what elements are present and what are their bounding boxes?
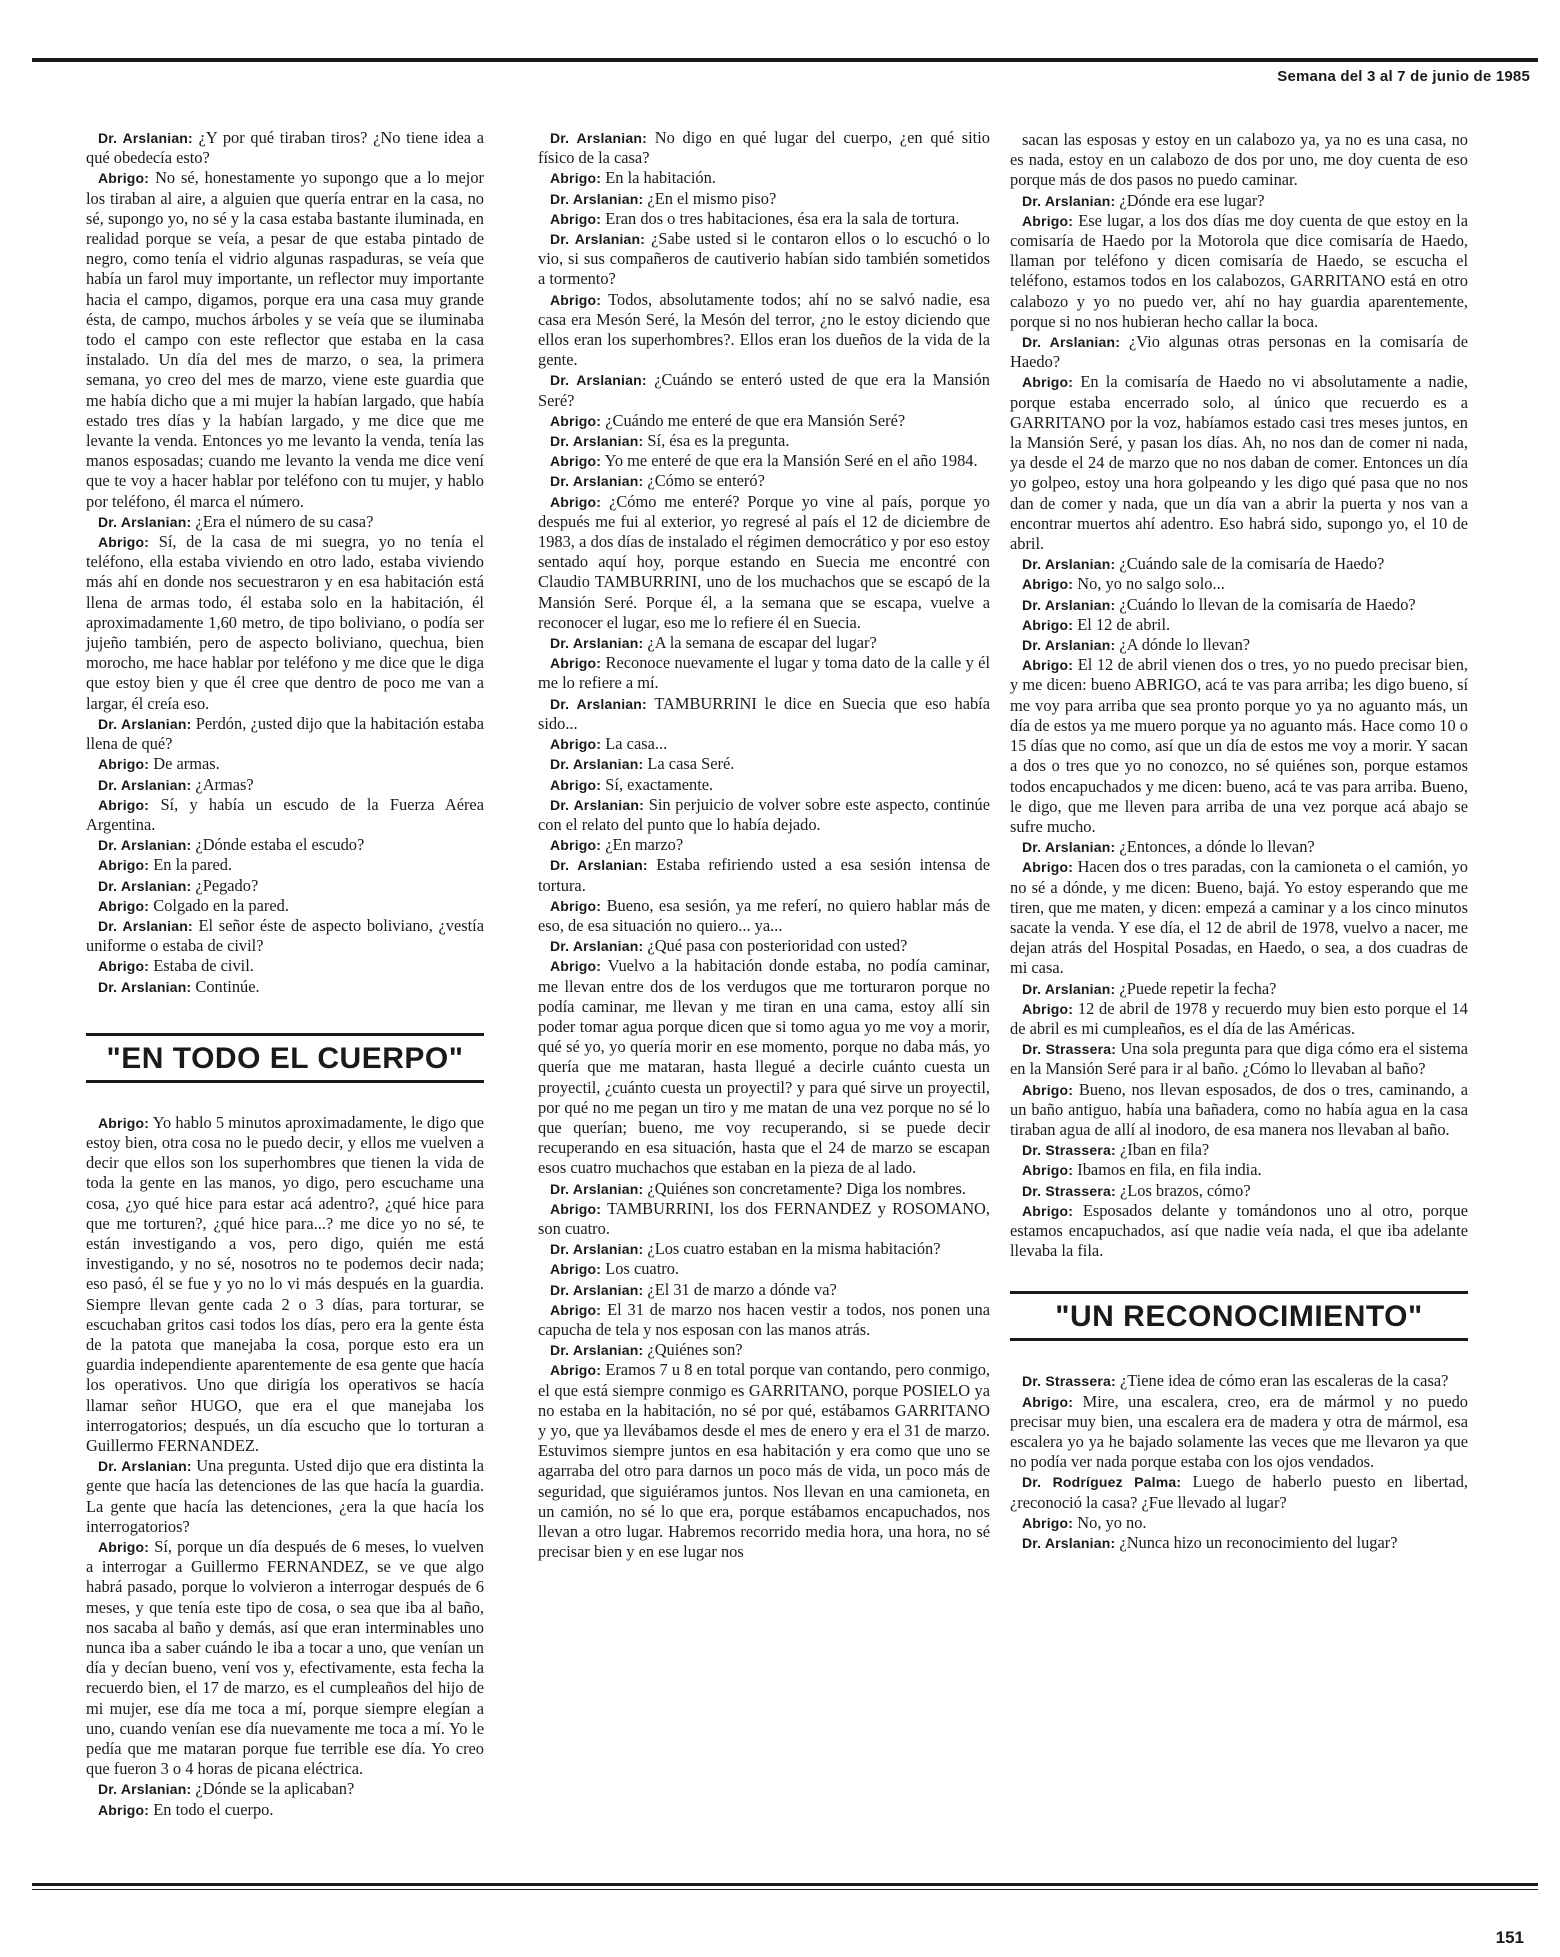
- paragraph-text: Sin perjuicio de volver sobre este aspecto, continúe con el relato del punto que lo había dejado.: [538, 794, 990, 834]
- dialogue-paragraph: [1010, 1140, 1468, 1160]
- paragraph-text: TAMBURRINI le dice en Suecia que eso había sido...: [538, 693, 990, 733]
- speaker-label: Dr. Strassera:: [1022, 1142, 1116, 1159]
- paragraph-text: Ibamos en fila, en fila india.: [1077, 1160, 1262, 1180]
- paragraph-text: Eran dos o tres habitaciones, ésa era la sala de tortura.: [605, 208, 960, 228]
- speaker-label: Abrigo:: [1022, 657, 1074, 674]
- speaker-label: Abrigo:: [1022, 1514, 1074, 1531]
- speaker-label: Dr. Arslanian:: [550, 473, 644, 490]
- paragraph-text: Una sola pregunta para que diga cómo era el sistema en la Mansión Seré para ir al baño. ¿Cómo lo llevaban al baño?: [1010, 1039, 1468, 1079]
- paragraph-text: Sí, y había un escudo de la Fuerza Aérea Argentina.: [86, 794, 484, 834]
- speaker-label: Abrigo:: [1022, 1202, 1074, 1219]
- dialogue-paragraph: [538, 795, 990, 835]
- paragraph-text: Estaba de civil.: [153, 956, 254, 976]
- text-column-1: [86, 128, 484, 1820]
- dialogue-paragraph: [1010, 595, 1468, 615]
- paragraph-text: Estaba refiriendo usted a esa sesión intensa de tortura.: [538, 855, 991, 895]
- dialogue-paragraph: [538, 633, 990, 653]
- dialogue-paragraph: [538, 896, 990, 936]
- dialogue-paragraph: [538, 411, 990, 431]
- speaker-label: Dr. Arslanian:: [98, 513, 192, 530]
- speaker-label: Abrigo:: [550, 291, 602, 308]
- dialogue-paragraph: [1010, 1080, 1468, 1141]
- paragraph-text: ¿Cómo me enteré? Porque yo vine al país, porque yo después me fui al exterior, yo regresé al país el 12 de diciembre de 1983, a dos días de instalado el régimen democrático y por eso estoy sentado aquí hoy, porque estando en Suecia me encontré con Claudio TAMBURRINI, uno de los muchachos que se escapó de la Mansión Seré. Porque él, a la semana que se escapa, vuelve a reconocer el lugar, eso me lo refiere él en Suecia.: [538, 491, 990, 632]
- dialogue-paragraph: [1010, 635, 1468, 655]
- speaker-label: Abrigo:: [550, 736, 602, 753]
- dialogue-paragraph: [1010, 655, 1468, 837]
- paragraph-text: ¿Armas?: [195, 774, 254, 794]
- speaker-label: Dr. Arslanian:: [1022, 980, 1116, 997]
- paragraph-text: ¿Y por qué tiraban tiros? ¿No tiene idea a qué obedecía esto?: [86, 128, 484, 168]
- speaker-label: Abrigo:: [550, 453, 602, 470]
- dialogue-paragraph: [538, 1179, 990, 1199]
- paragraph-text: Sí, de la casa de mi suegra, yo no tenía el teléfono, ella estaba viviendo en otro lado, estaba viviendo más ahí en donde nos secuestraron y en esa habitación está llena de armas todo, él estaba solo en la habitación, él aproximadamente 1,60 metro, de tipo boliviano, o podía ser jujeño también, pero de aspecto boliviano, quechua, bien morocho, me hace hablar por teléfono y me dice que le diga que estoy bien y que él cree que dentro de poco me van a largar, él creía eso.: [86, 532, 484, 713]
- speaker-label: Dr. Arslanian:: [550, 190, 644, 207]
- bottom-rule-thin: [32, 1889, 1538, 1890]
- paragraph-text: ¿Nunca hizo un reconocimiento del lugar?: [1119, 1533, 1398, 1552]
- dialogue-paragraph: [86, 1800, 484, 1820]
- dialogue-paragraph: [1010, 211, 1468, 332]
- speaker-label: Abrigo:: [98, 796, 150, 813]
- dialogue-paragraph: [538, 229, 990, 290]
- speaker-label: Dr. Arslanian:: [1022, 1535, 1116, 1551]
- paragraph-text: No, yo no salgo solo...: [1077, 574, 1225, 594]
- dialogue-paragraph: [538, 209, 990, 229]
- speaker-label: Dr. Arslanian:: [550, 130, 647, 146]
- speaker-label: Abrigo:: [550, 897, 602, 914]
- dialogue-paragraph: [86, 1779, 484, 1799]
- paragraph-text: Bueno, nos llevan esposados, de dos o tres, caminando, a un baño antiguo, había una bañadera, como no había agua en la casa tiraban agua de allí al inodoro, de esa manera nos llevaban al baño.: [1010, 1079, 1468, 1139]
- dialogue-paragraph: [538, 1280, 990, 1300]
- speaker-label: Abrigo:: [550, 776, 602, 793]
- paragraph-text: Todos, absolutamente todos; ahí no se salvó nadie, esa casa era Mesón Seré, la Mesón del terror, ¿no le estoy diciendo que ellos eran los superhombres?. Ellos eran los dueños de la vida de la gente.: [538, 289, 991, 370]
- speaker-label: Dr. Arslanian:: [550, 372, 647, 389]
- dialogue-paragraph: [86, 876, 484, 896]
- section-heading: "EN TODO EL CUERPO": [86, 1033, 484, 1083]
- speaker-label: Abrigo:: [98, 170, 150, 187]
- dialogue-paragraph: [538, 855, 990, 895]
- speaker-label: Abrigo:: [98, 534, 150, 551]
- speaker-label: Abrigo:: [1022, 1393, 1074, 1410]
- dialogue-paragraph: [1010, 554, 1468, 574]
- speaker-label: Abrigo:: [550, 1200, 602, 1217]
- paragraph-text: ¿Cuándo me enteré de que era Mansión Seré?: [605, 410, 906, 430]
- paragraph-text: Luego de haberlo puesto en libertad, ¿reconoció la casa? ¿Fue llevado al lugar?: [1010, 1472, 1468, 1512]
- dialogue-paragraph: [1010, 1472, 1468, 1512]
- paragraph-text: ¿Pegado?: [195, 875, 259, 895]
- paragraph-text: ¿Los cuatro estaban en la misma habitación?: [647, 1239, 941, 1259]
- paragraph-text: Sí, porque un día después de 6 meses, lo vuelven a interrogar a Guillermo FERNANDEZ, se ve que algo habrá pasado, porque lo volvieron a interrogar después de 6 meses, y que tenía este tipo de cosa, o sea que iba al baño, nos sacaba al baño y demás, así que eran interminables uno nunca iba a saber cuándo le iba a tocar a uno, que venían un día y decían bueno, vení vos y, efectivamente, esta fecha la recuerdo bien, el 17 de marzo, es el cumpleaños del hijo de mi mujer, ese día me toca a mí, porque siempre elegían a uno, cuando venían ese día nuevamente me toca a mí. Yo le pedía que me mataran porque fue terrible ese día. Yo creo que fueron 3 o 4 horas de picana eléctrica.: [86, 1537, 484, 1779]
- dialogue-paragraph: [86, 168, 484, 511]
- dialogue-paragraph: [86, 855, 484, 875]
- dialogue-paragraph: [86, 795, 484, 835]
- paragraph-text: El 12 de abril vienen dos o tres, yo no puedo precisar bien, y me dicen: bueno ABRIGO, acá te vas para arriba; les digo bueno, sí me voy para arriba que sea pronto porque yo ya no aguanto más, un día de estos ya me muero porque ya no aguanto más. Hace como 10 o 15 días que no como, así que un día de estos me voy a morir. Y sacan a dos o tres que yo no conozco, no sé quiénes son, porque estamos todos encapuchados y me dicen: bueno, acá te vas para arriba. Bueno, le digo, que me lleven para arriba de una vez porque acá abajo se sufre mucho.: [1010, 655, 1469, 836]
- speaker-label: Abrigo:: [550, 210, 602, 227]
- dialogue-paragraph: [1010, 837, 1468, 857]
- paragraph-text: ¿Tiene idea de cómo eran las escaleras de la casa?: [1119, 1371, 1449, 1391]
- speaker-label: Abrigo:: [550, 493, 602, 510]
- paragraph-text: ¿El 31 de marzo a dónde va?: [647, 1279, 837, 1299]
- speaker-label: Dr. Strassera:: [1022, 1182, 1116, 1199]
- dialogue-paragraph: [538, 936, 990, 956]
- paragraph-text: De armas.: [153, 754, 220, 774]
- dialogue-paragraph: [1010, 857, 1468, 978]
- dialogue-paragraph: [538, 189, 990, 209]
- dialogue-paragraph: [538, 694, 990, 734]
- paragraph-text: Sí, exactamente.: [605, 774, 714, 794]
- speaker-label: Dr. Arslanian:: [1022, 192, 1116, 209]
- paragraph-text: Continúe.: [195, 976, 260, 996]
- speaker-label: Dr. Arslanian:: [550, 796, 644, 813]
- dialogue-paragraph: [86, 1456, 484, 1537]
- dialogue-paragraph: [538, 653, 990, 693]
- paragraph-text: El 31 de marzo nos hacen vestir a todos, nos ponen una capucha de tela y nos esposan con las manos atrás.: [538, 1299, 990, 1339]
- dialogue-paragraph: [538, 431, 990, 451]
- speaker-label: Dr. Arslanian:: [550, 433, 644, 450]
- paragraph-text: ¿Cuándo lo llevan de la comisaría de Haedo?: [1119, 594, 1416, 614]
- dialogue-paragraph: [1010, 191, 1468, 211]
- paragraph-text: ¿En marzo?: [605, 835, 684, 855]
- dialogue-paragraph: [1010, 1181, 1468, 1201]
- speaker-label: Dr. Arslanian:: [98, 715, 192, 732]
- dialogue-paragraph: [86, 1537, 484, 1779]
- top-rule: [32, 58, 1538, 62]
- paragraph-text: 12 de abril de 1978 y recuerdo muy bien esto porque el 14 de abril es mi cumpleaños, es el día de las Américas.: [1010, 998, 1468, 1038]
- speaker-label: Abrigo:: [550, 958, 602, 975]
- dialogue-paragraph: [538, 451, 990, 471]
- paragraph-text: Bueno, esa sesión, ya me referí, no quiero hablar más de eso, de esa situación no quiero... ya...: [538, 895, 990, 935]
- paragraph-text: Colgado en la pared.: [153, 895, 289, 915]
- dialogue-paragraph: [538, 168, 990, 188]
- paragraph-text: ¿Quiénes son?: [647, 1340, 743, 1360]
- speaker-label: Dr. Arslanian:: [550, 756, 644, 773]
- speaker-label: Dr. Arslanian:: [550, 231, 646, 248]
- dialogue-paragraph: [86, 916, 484, 956]
- paragraph-text: TAMBURRINI, los dos FERNANDEZ y ROSOMANO, son cuatro.: [538, 1198, 990, 1238]
- paragraph-text: Los cuatro.: [605, 1259, 680, 1279]
- page-number: 151: [1495, 1928, 1524, 1947]
- paragraph-text: ¿Iban en fila?: [1119, 1140, 1210, 1160]
- dialogue-paragraph: [86, 1113, 484, 1456]
- dialogue-paragraph: [86, 956, 484, 976]
- dialogue-paragraph: [1010, 332, 1468, 372]
- dialogue-paragraph: [1010, 574, 1468, 594]
- speaker-label: Dr. Arslanian:: [98, 978, 192, 995]
- dialogue-paragraph: [538, 1199, 990, 1239]
- dialogue-paragraph: [538, 492, 990, 633]
- dialogue-paragraph: [538, 1360, 990, 1562]
- paragraph-text: En la pared.: [153, 855, 233, 875]
- paragraph-text: ¿Cuándo sale de la comisaría de Haedo?: [1119, 554, 1385, 574]
- dialogue-paragraph: [86, 835, 484, 855]
- paragraph-text: En la habitación.: [605, 168, 716, 188]
- paragraph-text: ¿Entonces, a dónde lo llevan?: [1119, 837, 1315, 857]
- text-column-2: [538, 128, 990, 1562]
- speaker-label: Dr. Arslanian:: [98, 776, 192, 793]
- speaker-label: Dr. Arslanian:: [550, 938, 644, 955]
- paragraph-text: En la comisaría de Haedo no vi absolutamente a nadie, porque estaba encerrado solo, al único que recuerdo es a GARRITANO por la voz, habíamos estado casi tres meses juntos, en la Mansión Seré, y pasan los días. Ah, no nos dan de comer ni nada, ya desde el 24 de marzo que no nos daban de comer. Entonces un día yo golpeo, estoy una hora golpeando y les digo qué pasa que no nos dan de comer y nada, que un día van a abrir la puerta y nos van a encontrar muertos ahí adentro. Eso habrá sido, supongo yo, el 10 de abril.: [1010, 372, 1468, 554]
- speaker-label: Dr. Rodríguez Palma:: [1022, 1474, 1182, 1491]
- paragraph-text: Yo hablo 5 minutos aproximadamente, le digo que estoy bien, otra cosa no le puedo decir, y ellos me vuelven a decir que ellos son los superhombres que tienen la vida de toda la gente en las manos, yo digo, pero escuchame una cosa, ¿yo qué hice para estar acá adentro?, ¿qué hice para que me torturen?, ¿qué hice para...? me dice yo no sé, te están investigando a vos, pero digo, quién me está investigando, y no sé, nosotros no te podemos decir nada; eso pasó, él se fue y yo no lo vi más después en la guardia. Siempre llevan gente cada 2 o 3 días, para torturar, se escuchaban gritos casi todos los días, pero era la gente ésta de la patota que manejaba la cosa, porque esto era un guardia independiente aparentemente de esa gente que hacía los operativos. Uno que dirigía los operativos se hacía llamar señor HUGO, que era el que manejaba los interrogatorios; después, un día escucho que lo torturan a Guillermo FERNANDEZ.: [86, 1112, 484, 1455]
- speaker-label: Dr. Arslanian:: [550, 857, 648, 874]
- paragraph-text: Una pregunta. Usted dijo que era distinta la gente que hacía las detenciones de las que hacía la guardia. La gente que hacía las detenciones, ¿era la que hacía los interrogatorios?: [86, 1456, 484, 1536]
- dialogue-paragraph: [86, 896, 484, 916]
- paragraph-text: ¿A la semana de escapar del lugar?: [647, 633, 877, 653]
- speaker-label: Abrigo:: [550, 1301, 602, 1318]
- speaker-label: Abrigo:: [550, 837, 602, 854]
- paragraph-text: ¿Cómo se enteró?: [647, 471, 765, 491]
- speaker-label: Dr. Strassera:: [1022, 1373, 1116, 1390]
- speaker-label: Dr. Arslanian:: [550, 1180, 644, 1197]
- dialogue-paragraph: [538, 128, 990, 168]
- speaker-label: Dr. Arslanian:: [1022, 334, 1121, 351]
- speaker-label: Dr. Arslanian:: [550, 1281, 644, 1298]
- dialogue-paragraph: [86, 977, 484, 997]
- bottom-rule: [32, 1883, 1538, 1886]
- speaker-label: Abrigo:: [1022, 374, 1074, 391]
- paragraph-text: ¿En el mismo piso?: [647, 188, 777, 208]
- paragraph-text: Hacen dos o tres paradas, con la camioneta o el camión, yo no sé a dónde, y me dicen: Bueno, bajá. Yo estoy esperando que me tiren, que me maten, y dicen: empezá a caminar y a los cinco minutos sacate la venda. Y ese día, el 12 de abril de 1978, vuelvo a nacer, me dejan atrás del Hospital Posadas, en Haedo, o sea, a dos cuadras de mi casa.: [1010, 857, 1468, 978]
- speaker-label: Dr. Arslanian:: [550, 1241, 644, 1258]
- dialogue-paragraph: [538, 956, 990, 1178]
- dialogue-paragraph: [86, 512, 484, 532]
- speaker-label: Abrigo:: [98, 958, 150, 975]
- dialogue-paragraph: [538, 734, 990, 754]
- paragraph-text: ¿Sabe usted si le contaron ellos o lo escuchó o lo vio, si sus compañeros de cautiverio habían sido también sometidos a tormento?: [538, 229, 990, 289]
- paragraph-text: El 12 de abril.: [1077, 614, 1171, 634]
- dialogue-paragraph: [1010, 615, 1468, 635]
- paragraph-text: ¿Quiénes son concretamente? Diga los nombres.: [647, 1178, 967, 1198]
- paragraph-text: En todo el cuerpo.: [153, 1799, 274, 1819]
- dialogue-paragraph: [1010, 130, 1468, 191]
- speaker-label: Abrigo:: [98, 756, 150, 773]
- speaker-label: Abrigo:: [550, 655, 602, 672]
- dialogue-paragraph: [538, 754, 990, 774]
- speaker-label: Abrigo:: [550, 1362, 602, 1379]
- speaker-label: Dr. Strassera:: [1022, 1041, 1117, 1058]
- dialogue-paragraph: [1010, 1392, 1468, 1473]
- paragraph-text: Eramos 7 u 8 en total porque van contando, pero conmigo, el que está siempre conmigo es GARRITANO, porque POSIELO ya no estaba en la habitación, no sé por qué, estábamos GARRITANO y yo, que ya llevábamos desde el mes de enero y era el 31 de marzo. Estuvimos siempre juntos en esa habitación y era como que uno se agarraba del otro para darnos un poco más de vida, un poco más de seguridad, que siguiéramos juntos. Nos llevan en una camioneta, en un camión, no sé lo que era, porque estábamos encapuchados, nos llevan a otro lugar. Habremos recorrido media hora, una hora, no sé precisar bien y en ese lugar nos: [538, 1360, 990, 1562]
- speaker-label: Abrigo:: [1022, 1162, 1074, 1179]
- dialogue-paragraph: [1010, 1513, 1468, 1533]
- dialogue-paragraph: [1010, 1201, 1468, 1262]
- paragraph-text: ¿A dónde lo llevan?: [1119, 635, 1251, 655]
- dialogue-paragraph: [86, 714, 484, 754]
- speaker-label: Dr. Arslanian:: [98, 877, 192, 894]
- paragraph-text: El señor éste de aspecto boliviano, ¿vestía uniforme o estaba de civil?: [86, 915, 484, 956]
- paragraph-text: ¿Dónde se la aplicaban?: [195, 1779, 355, 1799]
- dialogue-paragraph: [86, 754, 484, 774]
- paragraph-text: ¿Dónde era ese lugar?: [1119, 190, 1265, 210]
- paragraph-text: ¿Cuándo se enteró usted de que era la Mansión Seré?: [538, 370, 990, 410]
- dialogue-paragraph: [1010, 979, 1468, 999]
- dialogue-paragraph: [538, 1340, 990, 1360]
- dialogue-paragraph: [1010, 999, 1468, 1039]
- paragraph-text: Yo me enteré de que era la Mansión Seré en el año 1984.: [604, 451, 978, 471]
- section-heading: "UN RECONOCIMIENTO": [1010, 1291, 1468, 1341]
- speaker-label: Dr. Arslanian:: [98, 837, 192, 854]
- paragraph-text: La casa Seré.: [647, 754, 735, 774]
- dialogue-paragraph: [538, 1300, 990, 1340]
- dialogue-paragraph: [538, 775, 990, 795]
- dialogue-paragraph: [1010, 1160, 1468, 1180]
- speaker-label: Dr. Arslanian:: [98, 1781, 192, 1798]
- paragraph-text: Sí, ésa es la pregunta.: [647, 431, 790, 451]
- speaker-label: Abrigo:: [1022, 1081, 1074, 1098]
- speaker-label: Abrigo:: [1022, 576, 1074, 593]
- speaker-label: Abrigo:: [98, 1114, 150, 1131]
- speaker-label: Abrigo:: [550, 170, 602, 187]
- paragraph-text: ¿Vio algunas otras personas en la comisaría de Haedo?: [1010, 332, 1468, 372]
- paragraph-text: Ese lugar, a los dos días me doy cuenta de que estoy en la comisaría de Haedo por la Motorola que dice comisaría de Haedo, llaman por teléfono y dicen comisaría de Haedo, se escucha el teléfono, estamos todos en los calabozos, GARRITANO está en otro calabozo y yo no puedo ver, ahí no hay guardia aparentemente, porque si no nos hubieran hecho callar la boca.: [1010, 210, 1468, 331]
- speaker-label: Abrigo:: [98, 1539, 150, 1555]
- text-column-3: [1010, 130, 1468, 1553]
- speaker-label: Dr. Arslanian:: [550, 695, 647, 712]
- speaker-label: Dr. Arslanian:: [550, 1342, 644, 1359]
- paragraph-text: Esposados delante y tomándonos uno al otro, porque estamos encapuchados, así que nadie veía nada, el que iba adelante llevaba la fila.: [1010, 1200, 1468, 1261]
- dialogue-paragraph: [86, 532, 484, 714]
- speaker-label: Dr. Arslanian:: [1022, 556, 1116, 573]
- paragraph-text: Mire, una escalera, creo, era de mármol y no puedo precisar muy bien, una escalera era de madera y otra de mármol, esa escalera yo ya he bajado solamente las veces que me llevaron ya que no podía ver nada porque estaba con los ojos vendados.: [1010, 1391, 1468, 1472]
- paragraph-text: ¿Puede repetir la fecha?: [1119, 978, 1277, 998]
- speaker-label: Dr. Arslanian:: [1022, 839, 1116, 856]
- dialogue-paragraph: [86, 128, 484, 168]
- speaker-label: Abrigo:: [1022, 616, 1074, 633]
- paragraph-text: Vuelvo a la habitación donde estaba, no podía caminar, me llevan entre dos de los verdugos que me torturaron porque no podía caminar, me llevan y me tiran en una cama, estoy allí sin poder tomar agua porque dicen que si tomo agua yo me voy a morir, qué sé yo, yo quería morir en ese momento, porque no daba más, yo quería que me mataran, hasta llegué a decirle cuánto cuesta un proyectil, ¿cuánto cuesta un proyectil? y para qué sirve un proyectil, por qué no me pegan un tiro y me matan de una vez porque no sé lo que querían; bueno, me voy recuperando, si se puede decir recuperando en esa situación, hasta que el 24 de marzo se escapan esos cuatro muchachos que estaban en la pieza de al lado.: [538, 956, 990, 1178]
- paragraph-text: Reconoce nuevamente el lugar y toma dato de la calle y él me lo refiere a mí.: [538, 653, 990, 693]
- paragraph-text: ¿Los brazos, cómo?: [1119, 1180, 1251, 1200]
- dialogue-paragraph: [1010, 1371, 1468, 1391]
- speaker-label: Dr. Arslanian:: [1022, 637, 1116, 654]
- speaker-label: Dr. Arslanian:: [98, 130, 193, 146]
- dialogue-paragraph: [538, 1239, 990, 1259]
- dialogue-paragraph: [538, 370, 990, 410]
- dialogue-paragraph: [1010, 1039, 1468, 1079]
- dialogue-paragraph: [1010, 372, 1468, 554]
- speaker-label: Dr. Arslanian:: [1022, 596, 1116, 613]
- dialogue-paragraph: [538, 471, 990, 491]
- speaker-label: Abrigo:: [1022, 859, 1074, 876]
- paragraph-text: No digo en qué lugar del cuerpo, ¿en qué sitio físico de la casa?: [538, 128, 990, 168]
- dialogue-paragraph: [538, 835, 990, 855]
- paragraph-text: sacan las esposas y estoy en un calabozo ya, ya no es una casa, no es nada, estoy en un calabozo de dos por uno, me doy cuenta de eso porque más de dos pasos no puedo caminar.: [1010, 130, 1468, 190]
- paragraph-text: Perdón, ¿usted dijo que la habitación estaba llena de qué?: [86, 713, 484, 754]
- paragraph-text: No sé, honestamente yo supongo que a lo mejor los tiraban al aire, a alguien que quería entrar en la casa, no sé, supongo yo, no sé y la casa estaba bastante iluminada, en realidad porque se veía, a pesar de que estaba pintado de negro, como tenía el vidrio algunas raspaduras, se veía que había un farol muy importante, un reflector muy importante hacia el campo, digamos, porque era una casa muy grande ésta, de campo, muchos árboles y se veía que se iluminaba todo el campo con este reflector que estaba en la casa instalado. Un día del mes de marzo, o sea, la primera semana, yo creo del mes de marzo, viene este guardia que me había dicho que a mi mujer la habían largado, que había estado tres días y la habían largado, y me dice que me levante la venda. Entonces yo me levanto la venda, tenía las manos esposadas; cuando me levanto la venda me dice vení que te voy a hacer hablar por teléfono con tu mujer, y hablo por teléfono, él marca el número.: [86, 168, 484, 511]
- speaker-label: Abrigo:: [98, 1801, 150, 1818]
- speaker-label: Dr. Arslanian:: [98, 1458, 192, 1475]
- speaker-label: Dr. Arslanian:: [98, 917, 193, 934]
- speaker-label: Abrigo:: [98, 857, 150, 874]
- speaker-label: Abrigo:: [1022, 212, 1074, 229]
- paragraph-text: ¿Era el número de su casa?: [195, 511, 374, 531]
- speaker-label: Abrigo:: [1022, 1000, 1074, 1017]
- paragraph-text: ¿Dónde estaba el escudo?: [195, 835, 365, 855]
- speaker-label: Abrigo:: [550, 412, 602, 429]
- dialogue-paragraph: [1010, 1533, 1468, 1553]
- speaker-label: Dr. Arslanian:: [550, 635, 644, 652]
- speaker-label: Abrigo:: [550, 1261, 602, 1278]
- header-date: Semana del 3 al 7 de junio de 1985: [1277, 68, 1530, 85]
- dialogue-paragraph: [538, 1259, 990, 1279]
- paragraph-text: La casa...: [605, 734, 668, 754]
- dialogue-paragraph: [86, 775, 484, 795]
- speaker-label: Abrigo:: [98, 897, 150, 914]
- paragraph-text: ¿Qué pasa con posterioridad con usted?: [647, 936, 908, 956]
- paragraph-text: No, yo no.: [1077, 1512, 1147, 1532]
- dialogue-paragraph: [538, 290, 990, 371]
